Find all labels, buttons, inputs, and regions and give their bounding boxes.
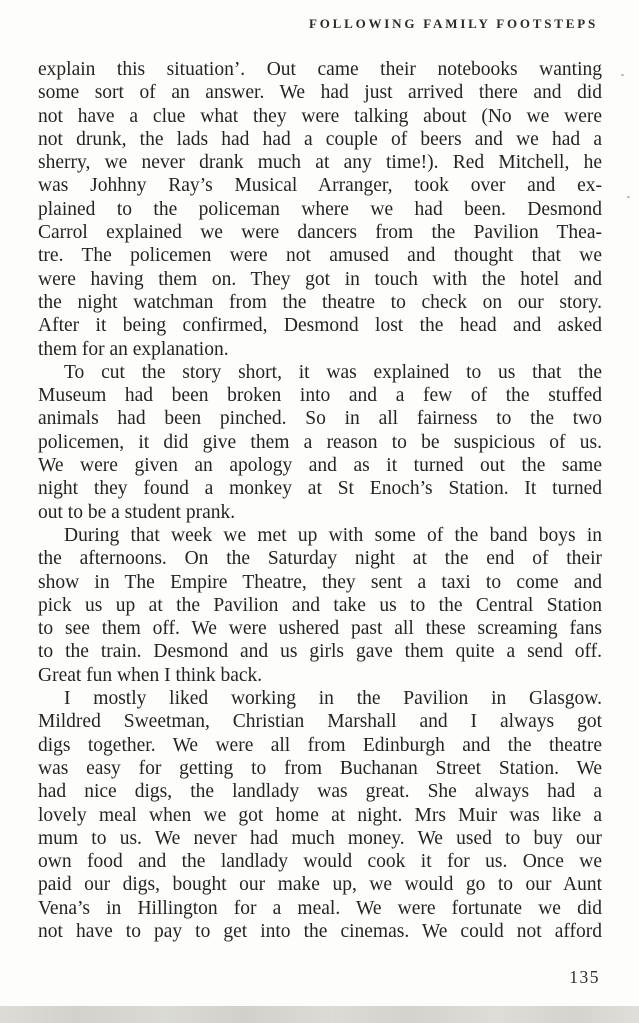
text-line: Vena’s in Hillington for a meal. We were fortunate we did (38, 897, 602, 919)
paragraph (38, 361, 602, 524)
paragraph (38, 524, 602, 687)
page-edge-shadow (0, 1006, 639, 1023)
text-line: was Johhny Ray’s Musical Arranger, took over and ex- (38, 175, 602, 197)
text-line: I mostly liked working in the Pavilion in Glasgow. (64, 688, 602, 710)
page-number: 135 (569, 967, 600, 987)
text-line: to see them off. We were ushered past all these screaming fans (38, 618, 602, 640)
text-line: them for an explanation. (38, 338, 229, 360)
text-line: Mildred Sweetman, Christian Marshall and I always got (38, 711, 602, 733)
text-line: not have to pay to get into the cinemas. We could not afford (38, 920, 602, 942)
text-line: lovely meal when we got home at night. Mrs Muir was like a (38, 804, 602, 826)
scan-speck (621, 74, 624, 76)
text-line: plained to the policeman where we had been. Desmond (38, 198, 602, 220)
text-line: Museum had been broken into and a few of the stuffed (38, 385, 602, 407)
text-line: had nice digs, the landlady was great. She always had a (38, 781, 602, 803)
text-line: not drunk, the lads had had a couple of beers and we had a (38, 128, 602, 150)
text-line: paid our digs, bought our make up, we would go to our Aunt (38, 874, 602, 896)
text-line: animals had been pinched. So in all fairness to the two (38, 408, 602, 430)
page-body (38, 58, 602, 943)
text-line: the afternoons. On the Saturday night at the end of their (38, 548, 602, 570)
text-line: sherry, we never drank much at any time!). Red Mitchell, he (38, 152, 602, 174)
text-line: own food and the landlady would cook it for us. Once we (38, 851, 602, 873)
text-line: We were given an apology and as it turned out the same (38, 455, 602, 477)
text-line: out to be a student prank. (38, 501, 236, 523)
text-line: Great fun when I think back. (38, 664, 263, 686)
scan-speck (627, 196, 630, 198)
text-line: digs together. We were all from Edinburgh and the theatre (38, 734, 602, 756)
text-line: show in The Empire Theatre, they sent a taxi to come and (38, 571, 602, 593)
text-line: night they found a monkey at St Enoch’s Station. It turned (38, 478, 602, 500)
text-line: pick us up at the Pavilion and take us to the Central Station (38, 594, 602, 616)
running-header: FOLLOWING FAMILY FOOTSTEPS (308, 16, 598, 31)
text-line: the night watchman from the theatre to check on our story. (38, 291, 602, 313)
text-line: was easy for getting to from Buchanan Street Station. We (38, 757, 602, 779)
text-line: tre. The policemen were not amused and thought that we (38, 245, 602, 267)
text-line: not have a clue what they were talking about (No we were (38, 105, 602, 127)
text-line: policemen, it did give them a reason to be suspicious of us. (38, 431, 602, 453)
text-line: some sort of an answer. We had just arrived there and did (38, 82, 602, 104)
text-line: explain this situation’. Out came their notebooks wanting (38, 59, 602, 80)
text-line: During that week we met up with some of the band boys in (64, 524, 602, 546)
text-line: mum to us. We never had much money. We used to buy our (38, 827, 602, 849)
text-line: To cut the story short, it was explained to us that the (64, 361, 602, 383)
text-line: were having them on. They got in touch with the hotel and (38, 268, 602, 290)
paragraph (38, 687, 602, 943)
text-line: to the train. Desmond and us girls gave them quite a send off. (38, 641, 602, 663)
text-line: After it being confirmed, Desmond lost the head and asked (38, 315, 602, 337)
text-line: Carrol explained we were dancers from the Pavilion Thea- (38, 222, 602, 244)
paragraph (38, 58, 602, 361)
